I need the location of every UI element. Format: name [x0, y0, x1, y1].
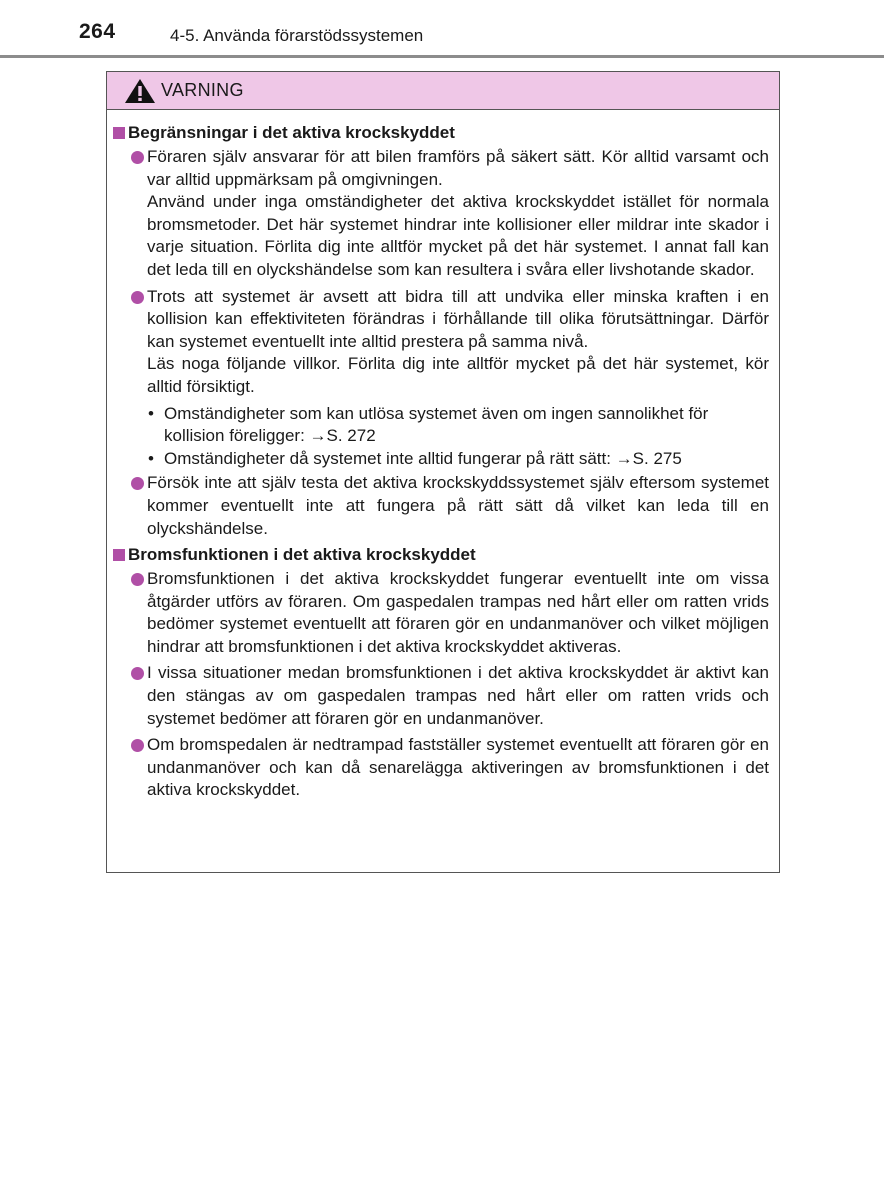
warning-box: [106, 71, 780, 873]
warning-header: [107, 72, 779, 110]
page-number: 264: [79, 20, 116, 43]
square-bullet-icon: [113, 549, 125, 561]
list-item: [113, 146, 769, 282]
warning-content: [107, 110, 779, 802]
sub-list-item-text: Omständigheter då systemet inte alltid fungerar på rätt sätt: →S. 275: [164, 448, 682, 468]
paragraph: Trots att systemet är avsett att bidra till att undvika eller minska kraften i en kollision kan effektiviteten förändras i förhållande till olika förutsättningar. Därför kan systemet eventuellt inte alltid prestera på samma nivå.: [147, 286, 769, 351]
paragraph: Föraren själv ansvarar för att bilen framförs på säkert sätt. Kör alltid varsamt och var alltid uppmärksam på omgivningen.: [147, 147, 769, 189]
round-bullet-icon: [131, 573, 144, 586]
warning-triangle-icon: [124, 78, 156, 104]
list-item: [113, 568, 769, 658]
sub-list-item: [113, 403, 769, 448]
round-bullet-icon: [131, 151, 144, 164]
list-item: [113, 734, 769, 802]
section-heading-text: Begränsningar i det aktiva krockskyddet: [128, 123, 455, 142]
round-bullet-icon: [131, 667, 144, 680]
round-bullet-icon: [131, 739, 144, 752]
paragraph: I vissa situationer medan bromsfunktionen i det aktiva krockskyddet är aktivt kan den stängas av om gaspedalen trampas ned hårt eller om ratten vrids och systemet bedömer att föraren gör en undanmanöver.: [147, 663, 769, 728]
dot-bullet-icon: •: [148, 448, 154, 468]
dot-bullet-icon: •: [148, 403, 154, 423]
sub-list-item: [113, 448, 769, 471]
paragraph: Läs noga följande villkor. Förlita dig inte alltför mycket på det här systemet, kör alltid försiktigt.: [147, 354, 769, 396]
section-heading: [113, 544, 769, 566]
section-heading-text: Bromsfunktionen i det aktiva krockskyddet: [128, 545, 476, 565]
square-bullet-icon: [113, 127, 125, 139]
list-item: [113, 286, 769, 399]
paragraph: Bromsfunktionen i det aktiva krockskyddet fungerar eventuellt inte om vissa åtgärder utförs av föraren. Om gaspedalen trampas ned hårt eller om ratten vrids bedömer systemet eventuellt att föraren gör en undanmanöver och vilket möjligen hindrar att bromsfunktionen i det aktiva krockskyddet aktiveras.: [147, 569, 769, 656]
round-bullet-icon: [131, 477, 144, 490]
section-title: 4-5. Använda förarstödssystemen: [170, 26, 424, 45]
section-heading: [113, 122, 769, 144]
list-item: [113, 472, 769, 540]
sub-list-item-text: Omständigheter som kan utlösa systemet även om ingen sannolikhet för kollision föreligger: →S. 272: [164, 403, 709, 446]
header-rule: [0, 55, 884, 58]
list-item: [113, 662, 769, 730]
warning-label: VARNING: [161, 80, 244, 100]
paragraph: Försök inte att själv testa det aktiva krockskyddssystemet själv eftersom systemet kommer eventuellt inte att fungera på rätt sätt då vilket kan leda till en olyckshändelse.: [147, 473, 769, 538]
paragraph: Använd under inga omständigheter det aktiva krockskyddet istället för normala bromsmetoder. Det här systemet hindrar inte kollisioner eller mildrar inte skador i varje situation. Förlita dig inte alltför mycket på det här systemet. I annat fall kan det leda till en olyckshändelse som kan resultera i svåra eller livshotande skador.: [147, 192, 769, 279]
paragraph: Om bromspedalen är nedtrampad fastställer systemet eventuellt att föraren gör en undanmanöver och kan då senarelägga aktiveringen av bromsfunktionen i det aktiva krockskyddet.: [147, 735, 769, 800]
round-bullet-icon: [131, 291, 144, 304]
